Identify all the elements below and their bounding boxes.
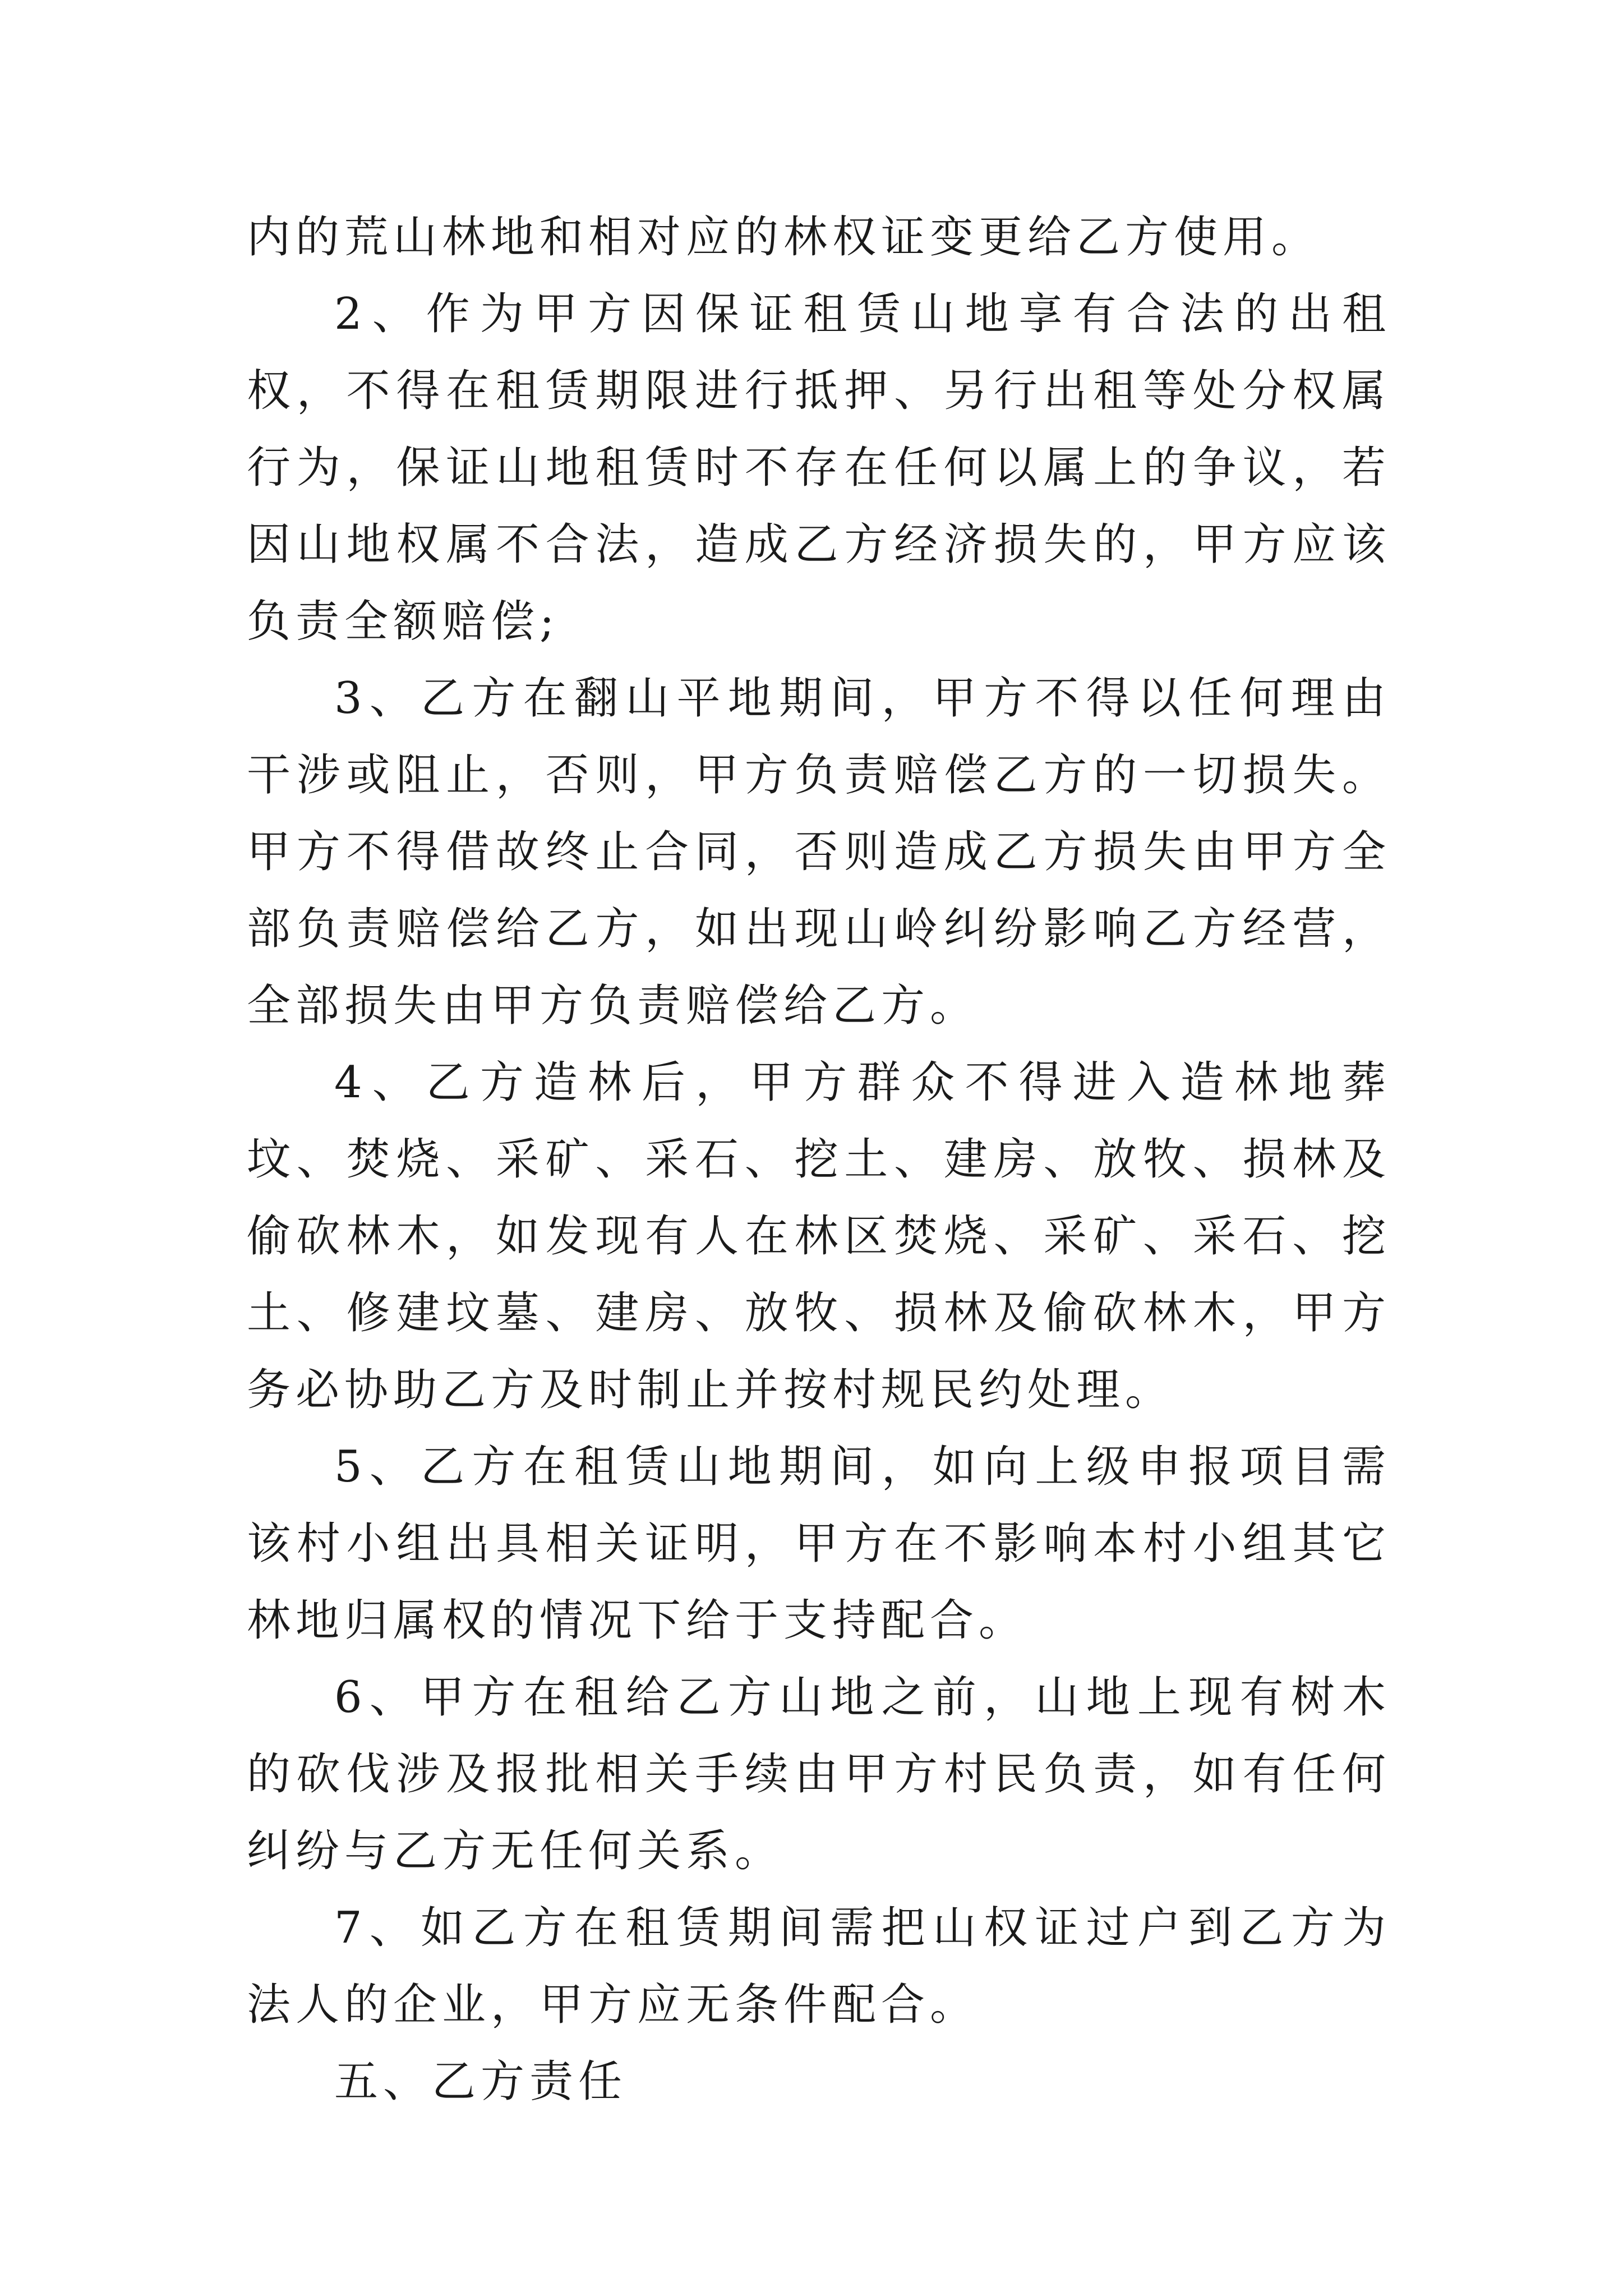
- document-body: [247, 199, 1391, 2120]
- clause-5: 5、乙方在租赁山地期间，如向上级申报项目需该村小组出具相关证明，甲方在不影响本村小组其它林地归属权的情况下给于支持配合。: [247, 1442, 1391, 1646]
- clause-2: 2、作为甲方因保证租赁山地享有合法的出租权，不得在租赁期限进行抵押、另行出租等处分权属行为，保证山地租赁时不存在任何以属上的争议，若因山地权属不合法，造成乙方经济损失的，甲方应该负责全额赔偿;: [247, 289, 1391, 647]
- section-heading-party-b-duties: 五、乙方责任: [334, 2056, 628, 2107]
- clause-6: 6、甲方在租给乙方山地之前，山地上现有树木的砍伐涉及报批相关手续由甲方村民负责，如有任何纠纷与乙方无任何关系。: [247, 1672, 1391, 1876]
- clause-3: 3、乙方在翻山平地期间，甲方不得以任何理由干涉或阻止，否则，甲方负责赔偿乙方的一切损失。甲方不得借故终止合同，否则造成乙方损失由甲方全部负责赔偿给乙方，如出现山岭纠纷影响乙方经营，全部损失由甲方负责赔偿给乙方。: [247, 673, 1391, 1031]
- clause-7: 7、如乙方在租赁期间需把山权证过户到乙方为法人的企业，甲方应无条件配合。: [247, 1903, 1391, 2030]
- clause-4: 4、乙方造林后，甲方群众不得进入造林地葬坟、焚烧、采矿、采石、挖土、建房、放牧、损林及偷砍林木，如发现有人在林区焚烧、采矿、采石、挖土、修建坟墓、建房、放牧、损林及偷砍林木，甲方务必协助乙方及时制止并按村规民约处理。: [247, 1057, 1391, 1415]
- paragraph-continuation: 内的荒山林地和相对应的林权证变更给乙方使用。: [247, 212, 1321, 263]
